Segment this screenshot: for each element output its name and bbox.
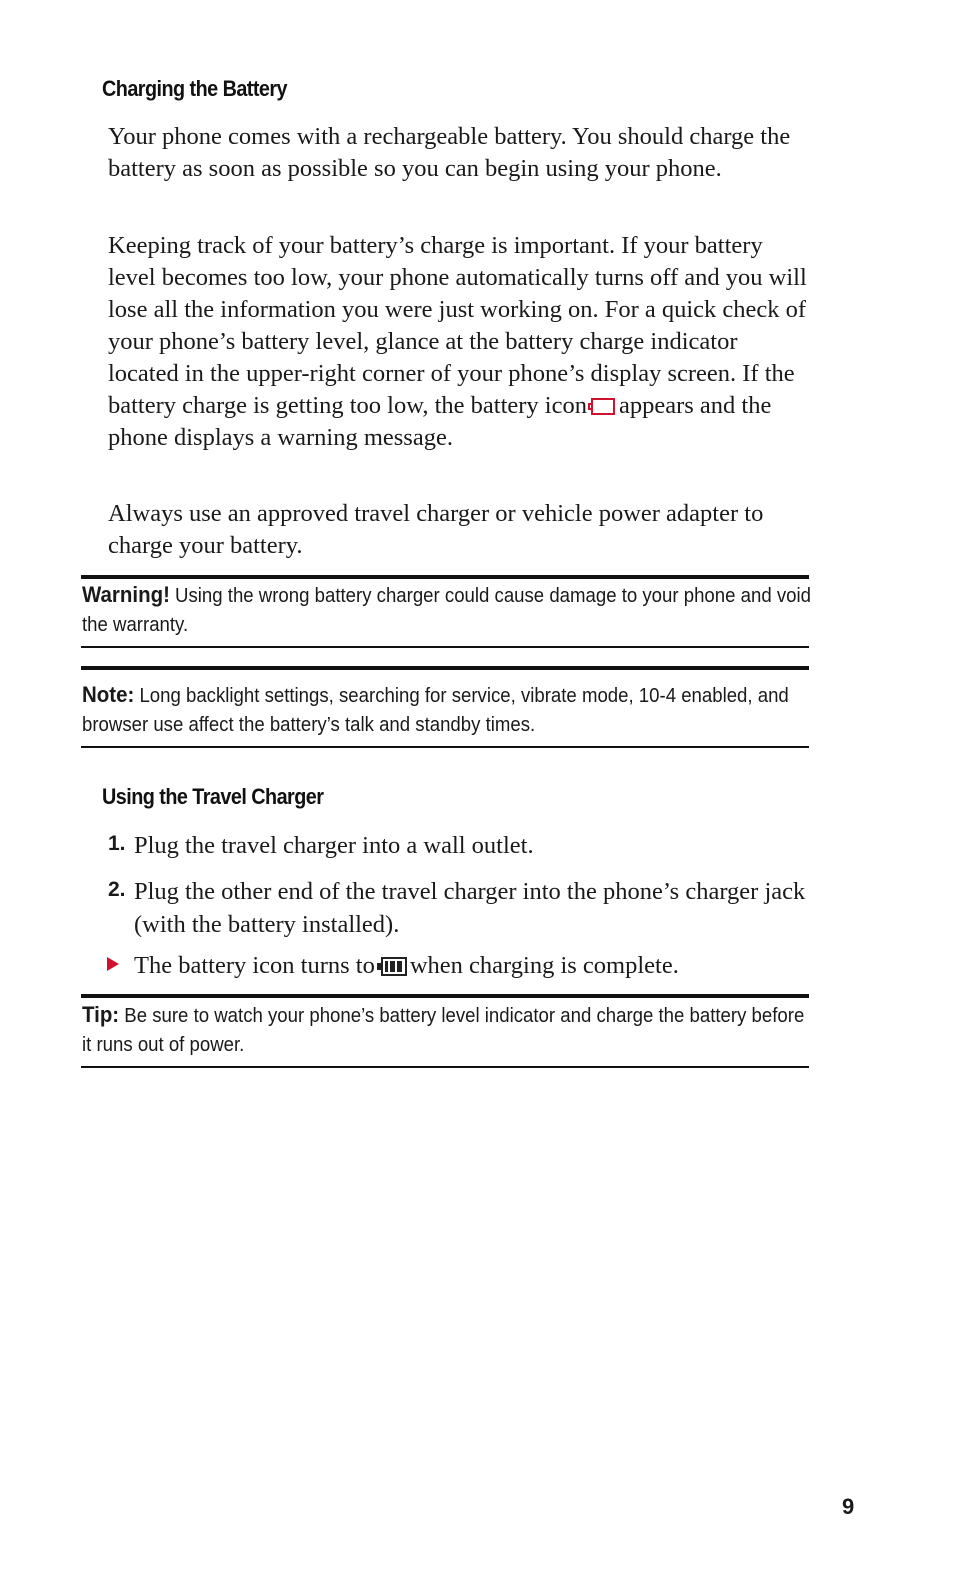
warning-label: Warning! — [82, 582, 170, 607]
tip-text: Be sure to watch your phone’s battery level indicator and charge the battery before it runs out of power. — [82, 1005, 805, 1056]
result-bullet-icon — [107, 957, 119, 971]
paragraph-approved-charger: Always use an approved travel charger or vehicle power adapter to charge your battery. — [108, 500, 764, 559]
warning-bottom-rule — [81, 646, 809, 648]
battery-full-icon — [381, 957, 407, 976]
step-result-text-end: when charging is complete. — [409, 952, 679, 979]
warning-box — [82, 580, 812, 640]
section-heading-charging: Charging the Battery — [102, 76, 288, 101]
tip-box — [82, 1000, 812, 1060]
step-result — [134, 949, 814, 982]
paragraph-battery-charge-text: Keeping track of your battery’s charge is important. If your battery level becomes too low, your phone automatically turns off and you will lose all the information you were just working on. For a quick check of your phone’s battery level, glance at the battery charge indicator located in the upper-right corner of your phone’s display screen. If the battery charge is getting too low, the battery icon — [108, 232, 807, 419]
step-2-text: Plug the other end of the travel charger into the phone’s charger jack (with the battery installed). — [134, 878, 806, 938]
tip-top-rule — [81, 994, 809, 998]
step-result-text: The battery icon turns to — [134, 952, 375, 979]
tip-label: Tip: — [82, 1002, 120, 1027]
note-text: Long backlight settings, searching for service, vibrate mode, 10-4 enabled, and browser use affect the battery’s talk and standby times. — [82, 685, 789, 736]
paragraph-intro: Your phone comes with a rechargeable battery. You should charge the battery as soon as possible so you can begin using your phone. — [108, 123, 791, 182]
tip-bottom-rule — [81, 1066, 809, 1068]
note-label: Note: — [82, 682, 135, 707]
paragraph-battery-charge-text-end: appears and the phone displays a warning message. — [108, 392, 772, 451]
warning-text: Using the wrong battery charger could cause damage to your phone and void the warranty. — [82, 585, 811, 636]
step-1-number: 1. — [108, 832, 126, 855]
paragraph-battery-charge — [108, 230, 814, 454]
page-number: 9 — [842, 1494, 855, 1519]
note-box — [82, 680, 812, 740]
warning-top-rule — [81, 575, 809, 579]
step-2-number: 2. — [108, 878, 126, 901]
section-heading-travel-charger: Using the Travel Charger — [102, 784, 324, 809]
note-top-rule — [81, 666, 809, 670]
battery-low-icon — [591, 398, 615, 415]
note-bottom-rule — [81, 746, 809, 748]
step-1-text: Plug the travel charger into a wall outlet. — [134, 832, 534, 859]
